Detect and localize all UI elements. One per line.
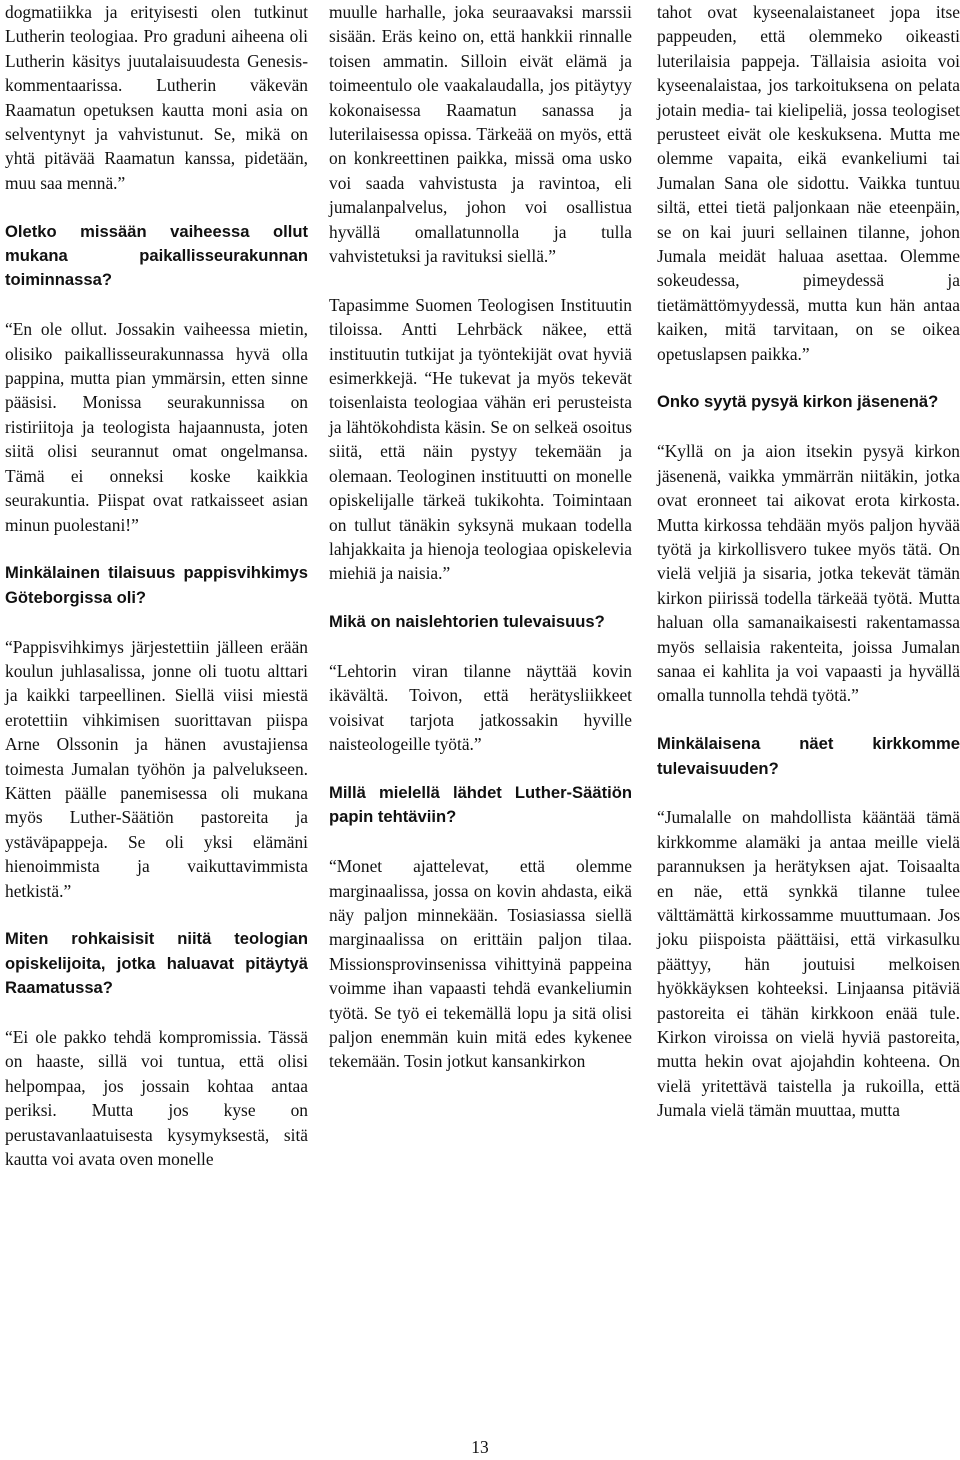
question-heading: Oletko missään vaiheessa ollut mukana paikallisseurakunnan toiminnassa? [5,221,308,290]
paragraph: “Kyllä on ja aion itsekin pysyä kirkon jäsenenä, vaikka ymmärrän niitäkin, jotka ovat eronneet tai aikovat erota kirkosta. Mutta kirkossa tehdään myös paljon hyvää työtä ja kirkollisvero tukee myös tätä. On vielä veljiä ja sisaria, jotka tekevät tämän kirkon piirissä todella tärkeää työtä. Mutta haluan olla samanaikaisesti rakentamassa myös sellaisia rakenteita, joissa Jumalan sanaa ei kahlita ja voi vapaasti ja hyvällä omalla tunnolla tehdä työtä.” [657,441,960,706]
paragraph: dogmatiikka ja erityisesti olen tutkinut Lutherin teologiaa. Pro graduni aiheena oli Lutherin käsitys juutalaisuudesta Genesis-kommentaarissa. Lutherin väkevän Raamatun opetuksen kautta moni asia on selventynyt ja vahvistunut. Se, mikä on yhtä pitävää Raamatun kanssa, pidetään, muu saa mennä.” [5,2,308,193]
column-1 [5,0,308,1171]
paragraph: “En ole ollut. Jossakin vaiheessa mietin, olisiko paikallisseurakunnassa hyvä olla pappina, mutta pian ymmärsin, etten sinne pääsisi. Monissa seurakunnissa on ristiriitoja ja teologista hajaannusta, joten siitä olisi seurannut omat ongelmansa. Tämä ei onneksi koske kaikkia seurakuntia. Piispat ovat ratkaisseet asian minun puolestani!” [5,319,308,535]
paragraph: “Lehtorin viran tilanne näyttää kovin ikävältä. Toivon, että herätysliikkeet voisivat tarjota jatkossakin hyville naisteologeille työtä.” [329,660,632,755]
question-heading: Minkälaisena näet kirkkomme tulevaisuuden? [657,734,960,778]
column-3 [657,0,960,1123]
question-heading: Millä mielellä lähdet Luther-Säätiön papin tehtäviin? [329,782,632,827]
question-heading: Mikä on naislehtorien tulevaisuus? [329,612,605,632]
paragraph: Tapasimme Suomen Teologisen Instituutin tiloissa. Antti Lehrbäck näkee, että instituutin tutkijat ja työntekijät ovat hyviä esimerkkejä. “He tukevat ja myös tekevät toisenlaista teologiaa vähän eri perusteista ja lähtökohdista käsin. Se on selkeä osoitus siitä, että näin pystyy tekemään ja olemaan. Teologinen instituutti on monelle opiskelijalle tärkeä tukikohta. Toimintaan on tullut tänäkin syksynä mukaan todella lahjakkaita ja hienoja teologiaa opiskelevia miehiä ja naisia.” [329,294,632,584]
column-2 [329,0,632,1074]
paragraph: “Jumalalle on mahdollista kääntää tämä kirkkomme alamäki ja antaa meille vielä parannuksen ja herätyksen ajat. Toisaalta en näe, että synkkä tilanne tulee välttämättä kirkossamme muuttumaan. Jos joku piispoista päättäisi, että virkasulku päättyy, hän joutuisi melkoisen hyökkäyksen kohteeksi. Linjaansa pitäviä pastoreita ei tähän kirkkoon enää tule. Kirkon viroissa on vielä hyviä pastoreita, mutta hekin ovat ajojahdin kohteena. On vielä yritettävä taistella ja rukoilla, että Jumala vielä tämän muuttaa, mutta [657,807,960,1121]
paragraph: “Pappisvihkimys järjestettiin jälleen erään koulun juhlasalissa, jonne oli tuotu alttari ja kaikki tarpeellinen. Siellä viisi miestä erotettiin vihkimisen suorittavan piispa Arne Olssonin ja hänen avustajiensa toimesta Jumalan työhön ja palvelukseen. Kätten päälle panemisessa oli mukana myös Luther-Säätiön pastoreita ja ystäväpappeja. Se oli yksi elämäni hienoimmista ja vaikuttavimmista hetkistä.” [5,636,308,901]
question-heading: Miten rohkaisisit niitä teologian opiskelijoita, jotka haluavat pitäytyä Raamatussa? [5,929,308,998]
question-heading: Onko syytä pysyä kirkon jäsenenä? [657,392,939,412]
paragraph: “Ei ole pakko tehdä kompromissia. Tässä on haaste, sillä voi tuntua, että olisi helpompaa, jos jossain kohtaa antaa periksi. Mutta jos kyse on perustavanlaatuisesta kysymyksestä, sitä kautta voi avata oven monelle [5,1026,308,1169]
question-heading: Minkälainen tilaisuus pappisvihkimys Göteborgissa oli? [5,563,308,607]
paragraph: muulle harhalle, joka seuraavaksi marssii sisään. Eräs keino on, että hankkii rinnalle toisen ammatin. Silloin eivät elämä ja toimeentulo ole vaakalaudalla, jos pitäytyy kokonaisessa Raamatun sanassa ja luterilaisessa opissa. Tärkeää on myös, että on konkreettinen paikka, missä oma usko voi saada vahvistusta ja ravintoa, eli jumalanpalvelus, johon voi osallistua hyvällä omallatunnolla ja tulla vahvistetuksi ja ravituksi siellä.” [329,2,632,267]
paragraph: “Monet ajattelevat, että olemme marginaalissa, jossa on kovin ahdasta, eikä näy paljon minnekään. Tosiasiassa siellä marginaalissa on erittäin paljon tilaa. Missionsprovinsenissa vihittyinä pappeina voimme ihan vapaasti tehdä evankeliumin työtä. Se työ ei tekemällä lopu ja sitä olisi paljon enemmän kuin mitä edes kykenee tekemään. Tosin jotkut kansankirkon [329,856,632,1072]
page-number: 13 [471,1437,489,1457]
paragraph: tahot ovat kyseenalaistaneet jopa itse pappeuden, että olemmeko oikeasti luterilaisia pappeja. Tällaisia asioita voi kyseenalaistaa, jos tarkoituksena on pelata jotain media- tai kielipeliä, jossa teologiset perusteet eivät ole keskuksena. Mutta me olemme vapaita, eikä evankeliumi tai Jumalan Sana ole sidottu. Vaikka tuntuu siltä, ettei tietä paljonkaan näe eteenpäin, se on kai juuri sellainen tilanne, johon Jumala meidät haluaa asettaa. Olemme sokeudessa, pimeydessä ja tietämättömyydessä, mutta kun hän antaa kaiken, mitä tarvitaan, on se oikea opetuslapsen paikka.” [657,2,960,364]
